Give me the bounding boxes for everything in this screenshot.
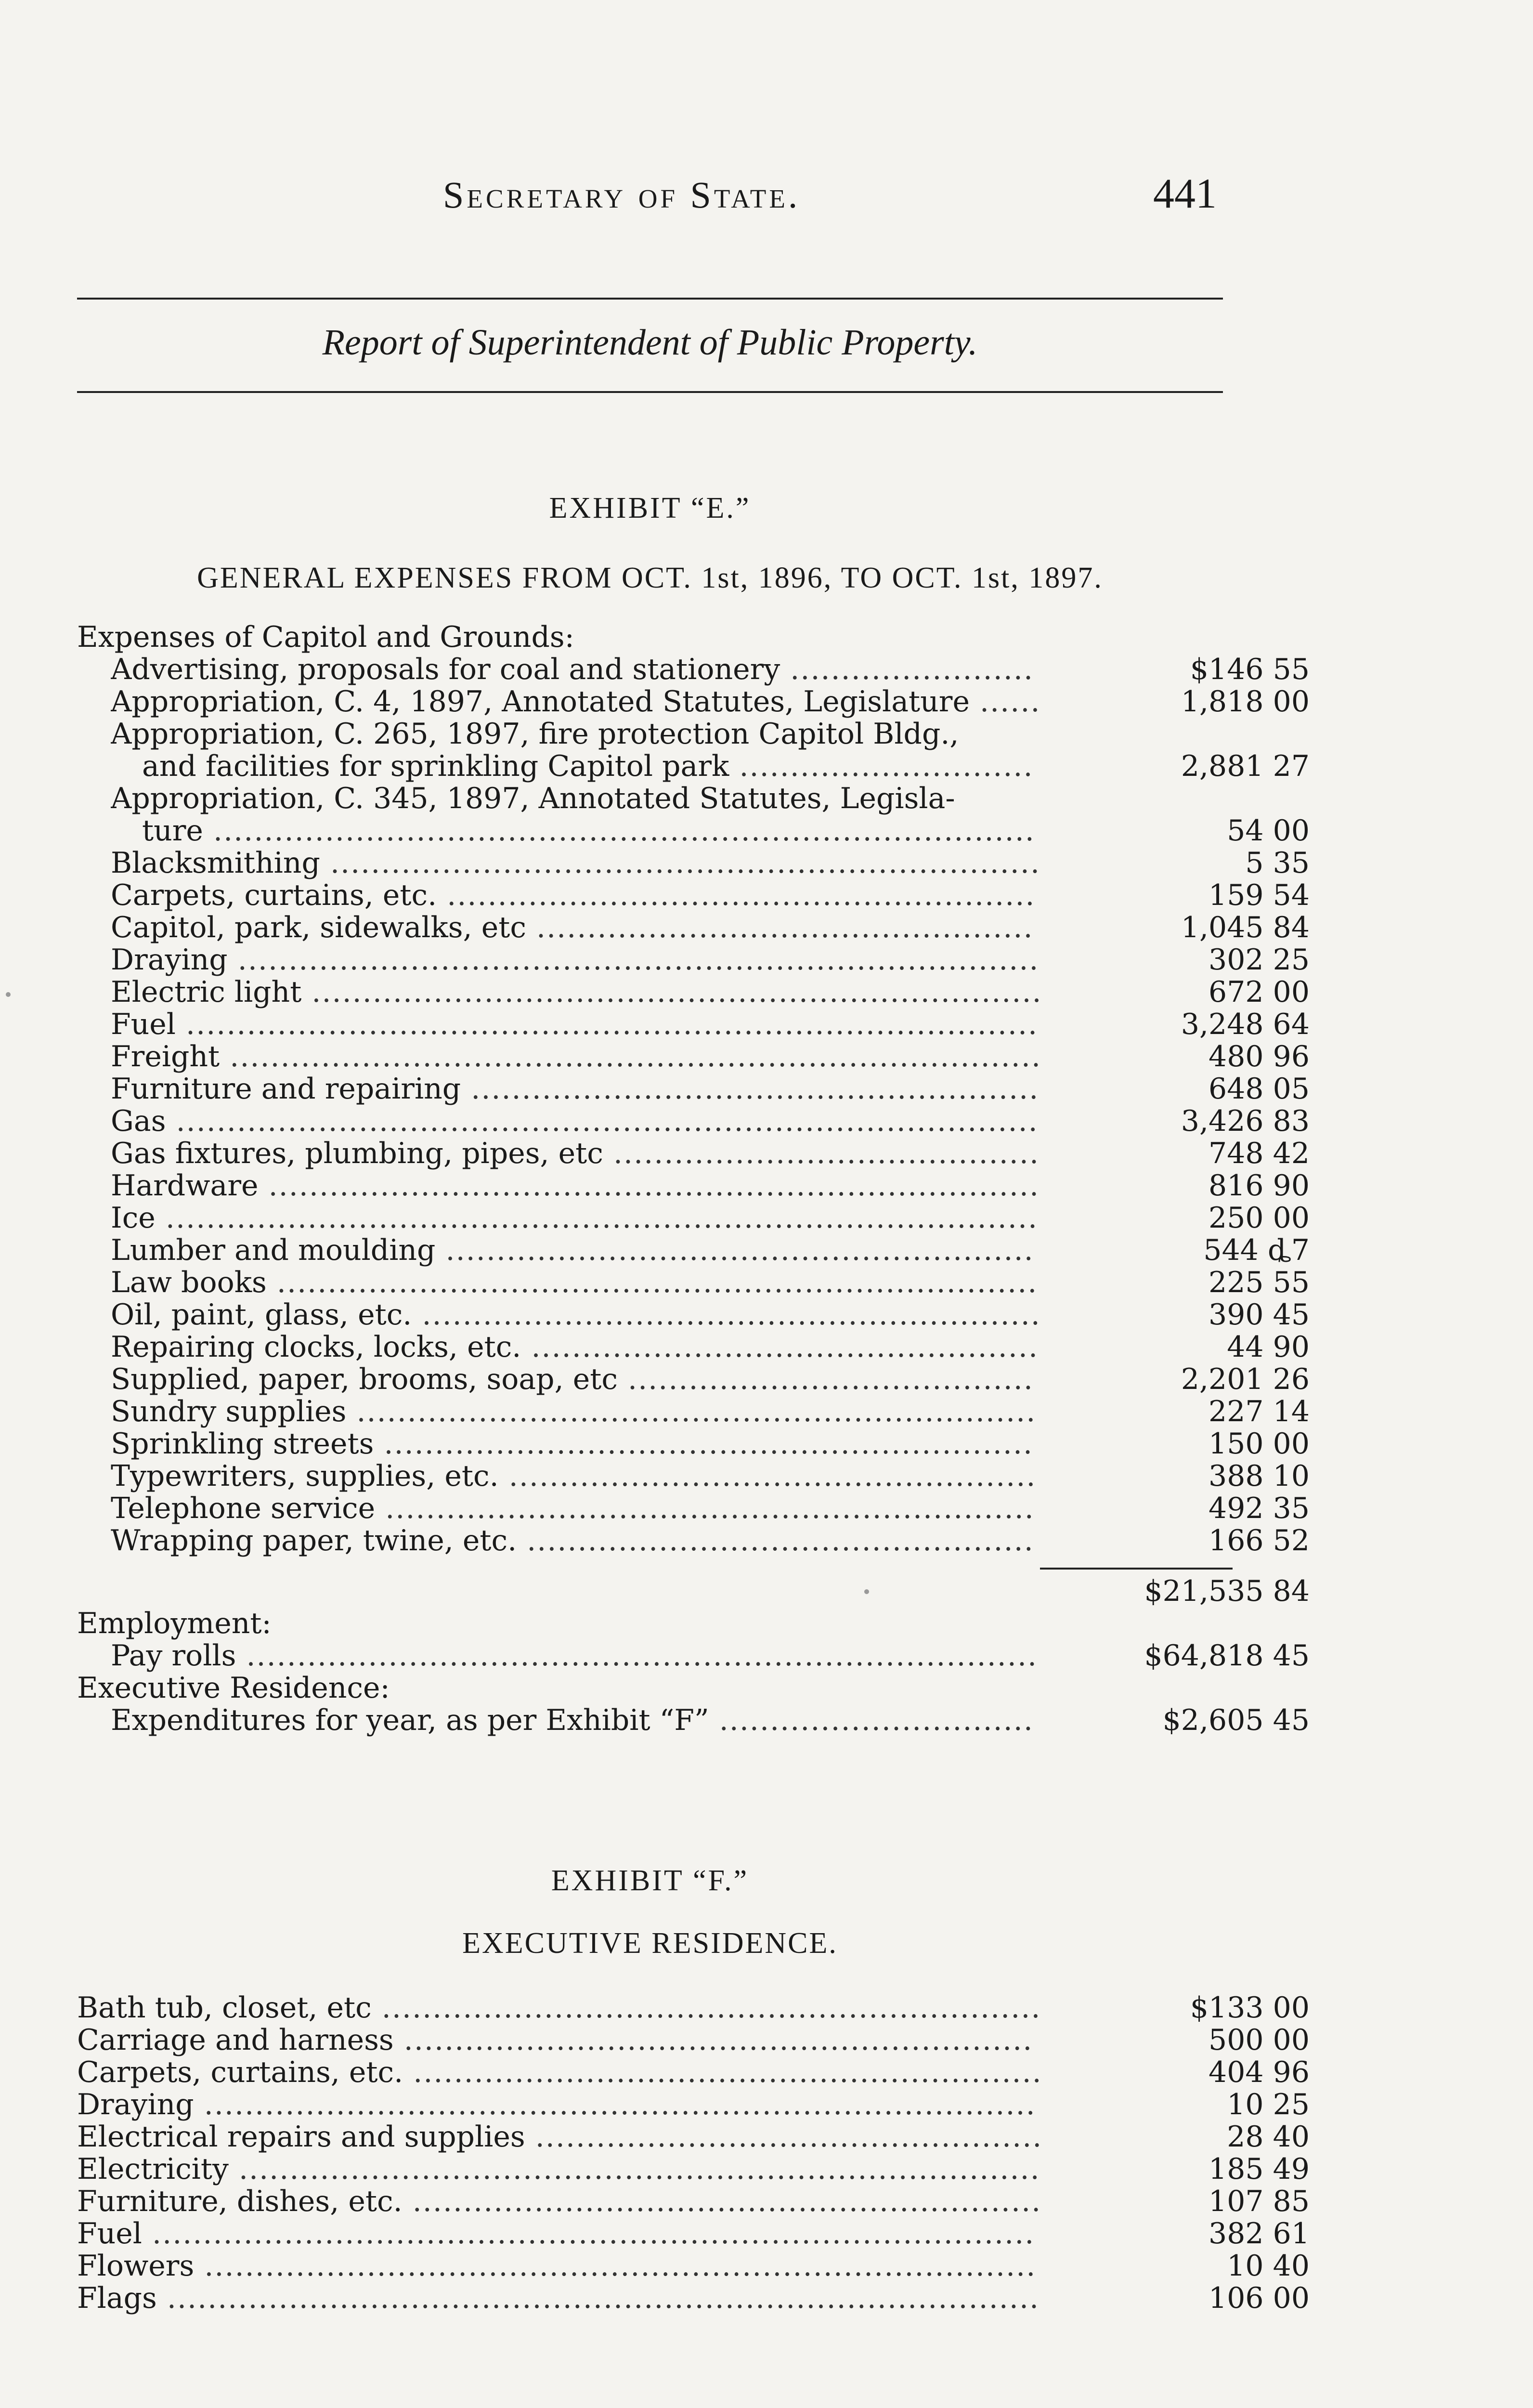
bottom-rule — [77, 391, 1223, 393]
item-label: Supplied, paper, brooms, soap, etc ........................................ — [111, 1363, 1034, 1396]
item-label: Law books ........................................................................... — [111, 1267, 1038, 1299]
list-item — [77, 653, 1310, 686]
item-label: Appropriation, C. 345, 1897, Annotated Statutes, Legisla- — [111, 783, 955, 815]
item-label: Oil, paint, glass, etc. ............................................................. — [111, 1299, 1041, 1331]
list-item — [77, 718, 1242, 750]
item-amount: 44 90 — [1227, 1330, 1310, 1364]
list-item — [77, 1008, 1310, 1041]
item-label: Carpets, curtains, etc. .............................................................. — [77, 2056, 1042, 2089]
list-item — [77, 1104, 1310, 1138]
item-label: Draying .................................................................................. — [77, 2089, 1036, 2121]
item-amount: 28 40 — [1227, 2120, 1310, 2154]
item-label: Bath tub, closet, etc ................................................................. — [77, 1992, 1041, 2024]
item-amount — [1107, 783, 1310, 815]
item-label: Electrical repairs and supplies .................................................. — [77, 2121, 1042, 2153]
item-amount: 106 00 — [1208, 2281, 1310, 2315]
exhibit-e-subheading: GENERAL EXPENSES FROM OCT. 1st, 1896, TO OCT. 1st, 1897. — [197, 562, 1103, 594]
list-item — [77, 1330, 1310, 1364]
item-label: and facilities for sprinkling Capitol park ............................. — [142, 750, 1034, 783]
item-label: Flowers .................................................................................. — [77, 2250, 1037, 2282]
print-speck — [6, 992, 11, 997]
list-item — [77, 2281, 1310, 2315]
list-item — [77, 1137, 1310, 1170]
list-item — [77, 2120, 1310, 2154]
item-label: Flags ...................................................................................... — [77, 2282, 1040, 2315]
list-item — [77, 1703, 1310, 1737]
list-item — [77, 2152, 1310, 2186]
exhibit-e-heading: EXHIBIT “E.” — [549, 492, 751, 524]
exhibit-f-table — [77, 1991, 1310, 2315]
item-amount: 748 42 — [1208, 1137, 1310, 1170]
exhibit-e-items — [77, 653, 1310, 1557]
list-item — [77, 1169, 1310, 1203]
list-item — [77, 1072, 1310, 1106]
running-head-title: Secretary of State. — [443, 174, 801, 216]
section-capitol-label: Expenses of Capitol and Grounds: — [77, 621, 574, 654]
item-amount: 382 61 — [1208, 2217, 1310, 2251]
item-amount: 1,818 00 — [1181, 685, 1310, 719]
section-employment-label: Employment: — [77, 1608, 272, 1640]
item-amount: 500 00 — [1208, 2023, 1310, 2057]
list-item — [77, 783, 1242, 815]
item-label: Ice ...................................................................................... — [111, 1202, 1039, 1234]
list-item — [77, 943, 1310, 977]
item-amount — [1107, 718, 1310, 750]
payrolls-amount: $64,818 45 — [1144, 1639, 1310, 1673]
list-item — [77, 2217, 1310, 2251]
item-label: Electric light ........................................................................ — [111, 976, 1042, 1008]
list-item — [77, 1639, 1310, 1673]
list-item — [77, 1298, 1310, 1332]
list-item — [77, 1459, 1310, 1493]
item-amount: 816 90 — [1208, 1169, 1310, 1203]
item-label: Gas fixtures, plumbing, pipes, etc .......................................... — [111, 1138, 1040, 1170]
list-item — [77, 685, 1310, 719]
item-amount: 54 00 — [1227, 814, 1310, 848]
section-residence-label: Executive Residence: — [77, 1672, 390, 1704]
item-amount: 225 55 — [1208, 1266, 1310, 1299]
item-amount: 185 49 — [1208, 2152, 1310, 2186]
list-item — [77, 1233, 1310, 1267]
item-amount: $146 55 — [1190, 653, 1310, 686]
list-item — [77, 2249, 1310, 2283]
exhibit-f-heading: EXHIBIT “F.” — [551, 1864, 749, 1897]
item-label: Telephone service ................................................................ — [111, 1492, 1035, 1525]
list-item — [77, 1040, 1310, 1073]
payrolls-label: Pay rolls .............................................................................. — [111, 1640, 1038, 1672]
item-label: Repairing clocks, locks, etc. .................................................. — [111, 1331, 1039, 1363]
item-label: Electricity ............................................................................... — [77, 2153, 1040, 2186]
running-head — [0, 170, 1533, 226]
section-heading — [77, 621, 1242, 654]
item-amount: 10 25 — [1227, 2088, 1310, 2121]
list-item — [77, 1427, 1310, 1461]
list-item — [77, 1395, 1310, 1428]
item-label: Sprinkling streets ................................................................ — [111, 1428, 1034, 1460]
item-label: Furniture, dishes, etc. .............................................................. — [77, 2186, 1042, 2218]
list-item — [77, 2185, 1310, 2218]
item-amount: 3,426 83 — [1181, 1104, 1310, 1138]
list-item — [77, 878, 1310, 912]
list-item — [77, 749, 1310, 783]
item-amount: 5 35 — [1245, 846, 1310, 880]
item-amount: 159 54 — [1208, 878, 1310, 912]
section-heading — [77, 1608, 1242, 1640]
list-item — [77, 1492, 1310, 1525]
subtotal-amount: $21,535 84 — [1144, 1574, 1310, 1608]
list-item — [77, 2088, 1310, 2121]
print-speck — [864, 1589, 869, 1594]
item-amount: 492 35 — [1208, 1492, 1310, 1525]
item-label: Appropriation, C. 265, 1897, fire protection Capitol Bldg., — [111, 718, 959, 750]
item-amount: 544 ȡ7 — [1203, 1233, 1310, 1267]
item-amount: 2,881 27 — [1181, 749, 1310, 783]
item-label: Hardware ............................................................................ — [111, 1170, 1040, 1202]
list-item — [77, 846, 1310, 880]
item-amount: 648 05 — [1208, 1072, 1310, 1106]
item-amount: 10 40 — [1227, 2249, 1310, 2283]
item-label: Freight ................................................................................ — [111, 1041, 1042, 1073]
residence-label: Expenditures for year, as per Exhibit “F” ............................... — [111, 1704, 1034, 1737]
item-amount: $133 00 — [1190, 1991, 1310, 2025]
list-item — [77, 2023, 1310, 2057]
item-label: Gas ..................................................................................... — [111, 1105, 1039, 1138]
list-item — [77, 1266, 1310, 1299]
exhibit-e-summary — [77, 1574, 1310, 1737]
list-item — [77, 1991, 1310, 2025]
list-item — [77, 911, 1310, 944]
list-item — [77, 2055, 1310, 2089]
item-amount: 388 10 — [1208, 1459, 1310, 1493]
item-amount: 250 00 — [1208, 1201, 1310, 1235]
item-label: Furniture and repairing ........................................................ — [111, 1073, 1039, 1105]
item-amount: 404 96 — [1208, 2055, 1310, 2089]
item-amount: 107 85 — [1208, 2185, 1310, 2218]
item-amount: 150 00 — [1208, 1427, 1310, 1461]
subtotal-rule — [1040, 1568, 1233, 1570]
item-label: ture ................................................................................. — [142, 815, 1035, 847]
item-amount: 1,045 84 — [1181, 911, 1310, 944]
item-label: Capitol, park, sidewalks, etc ................................................. — [111, 912, 1034, 944]
item-label: Fuel .................................................................................... — [111, 1008, 1039, 1041]
residence-amount: $2,605 45 — [1162, 1703, 1310, 1737]
item-amount: 302 25 — [1208, 943, 1310, 977]
item-label: Draying ............................................................................... — [111, 944, 1039, 976]
item-label: Carriage and harness .............................................................. — [77, 2024, 1033, 2056]
list-item — [77, 975, 1310, 1009]
item-label: Carpets, curtains, etc. .......................................................... — [111, 879, 1036, 912]
report-title: Report of Superintendent of Public Property. — [322, 322, 978, 363]
item-amount: 2,201 26 — [1181, 1362, 1310, 1396]
item-amount: 480 96 — [1208, 1040, 1310, 1073]
item-label: Advertising, proposals for coal and stationery ........................ — [111, 654, 1034, 686]
item-label: Blacksmithing ...................................................................... — [111, 847, 1041, 879]
item-label: Typewriters, supplies, etc. .................................................... — [111, 1460, 1037, 1492]
list-item — [77, 1362, 1310, 1396]
exhibit-e-table — [77, 621, 1310, 1557]
item-amount: 166 52 — [1208, 1524, 1310, 1557]
item-label: Sundry supplies ................................................................... — [111, 1396, 1037, 1428]
item-amount: 390 45 — [1208, 1298, 1310, 1332]
item-amount: 3,248 64 — [1181, 1008, 1310, 1041]
page-number: 441 — [1153, 170, 1217, 217]
item-label: Appropriation, C. 4, 1897, Annotated Statutes, Legislature ...... — [111, 686, 1041, 718]
exhibit-f-items — [77, 1991, 1310, 2315]
exhibit-f-subheading: EXECUTIVE RESIDENCE. — [462, 1927, 838, 1960]
list-item — [77, 814, 1310, 848]
list-item — [77, 1201, 1310, 1235]
item-label: Fuel ....................................................................................... — [77, 2218, 1035, 2250]
subtotal-row — [77, 1574, 1310, 1608]
item-label: Lumber and moulding .......................................................... — [111, 1234, 1034, 1267]
top-rule — [77, 298, 1223, 300]
item-amount: 227 14 — [1208, 1395, 1310, 1428]
list-item — [77, 1524, 1310, 1557]
item-label: Wrapping paper, twine, etc. .................................................. — [111, 1525, 1034, 1557]
item-amount: 672 00 — [1208, 975, 1310, 1009]
section-heading — [77, 1672, 1242, 1704]
